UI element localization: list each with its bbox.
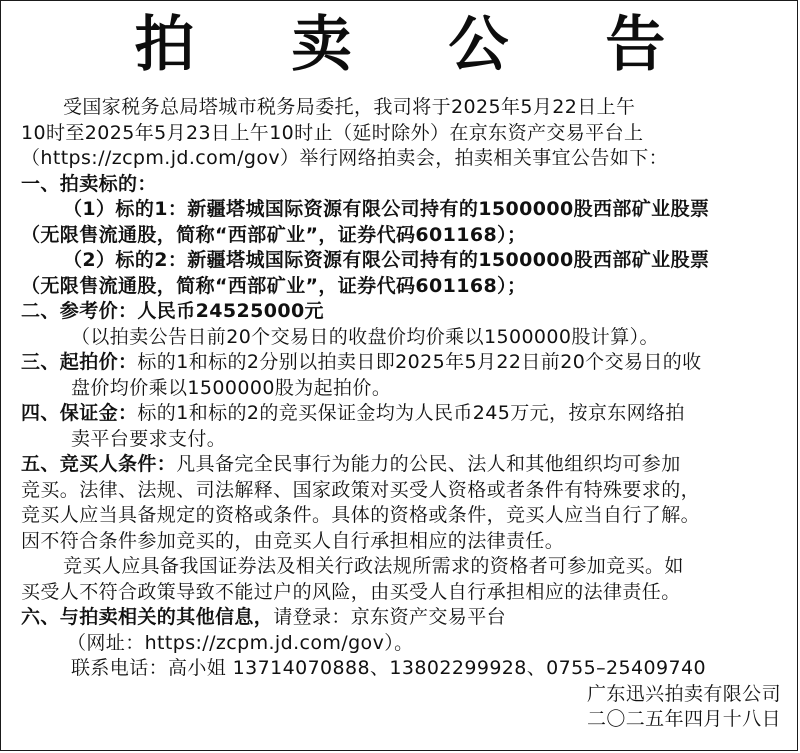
- deposit-text: 标的1和标的2的竞买保证金均为人民币245万元，按京东网络拍: [137, 402, 685, 424]
- reference-price-note: （以拍卖公告日前20个交易日的收盘价均价乘以1500000股计算）。: [71, 325, 659, 348]
- notice-date: 二〇二五年四月十八日: [586, 708, 781, 730]
- section-heading: 四、保证金：: [21, 402, 138, 424]
- website-line: （网址：https://zcpm.jd.com/gov）。: [67, 631, 414, 654]
- starting-price-line: [21, 350, 785, 376]
- bidder-conditions-cont: 竞买。法律、法规、司法解释、国家政策对买受人资格或者条件有特殊要求的，: [21, 478, 701, 501]
- auction-item-1: （1）标的1：新疆塔城国际资源有限公司持有的1500000股西部矿业股票: [63, 198, 710, 220]
- section-heading: 一、拍卖标的：: [21, 172, 157, 195]
- other-info-text: 请登录：京东资产交易平台: [273, 606, 507, 628]
- notice-title: 拍 卖 公 告: [134, 10, 704, 80]
- section-heading: 三、起拍价：: [21, 351, 138, 373]
- intro-line: 10时至2025年5月23日上午10时止（延时除外）在京东资产交易平台上: [21, 121, 644, 144]
- deposit-line: [21, 401, 785, 427]
- contact-phone: 联系电话：高小姐 13714070888、13802299928、0755–25409740: [71, 657, 706, 679]
- bidder-conditions-cont: 竞买人应当具备规定的资格或条件。具体的资格或条件，竞买人应当自行了解。: [21, 504, 701, 526]
- intro-line: （https://zcpm.jd.com/gov）举行网络拍卖会，拍卖相关事宜公告如下：: [21, 147, 669, 169]
- intro-line: 受国家税务总局塔城市税务局委托，我司将于2025年5月22日上午: [63, 96, 636, 118]
- auction-item-2-cont: （无限售流通股，简称“西部矿业”，证券代码601168）；: [21, 274, 527, 297]
- bidder-conditions-text: 凡具备完全民事行为能力的公民、法人和其他组织均可参加: [176, 453, 681, 475]
- section-heading: 六、与拍卖相关的其他信息，: [21, 606, 274, 628]
- starting-price-cont: 盘价均价乘以1500000股为起拍价。: [71, 376, 392, 399]
- auction-item-2: （2）标的2：新疆塔城国际资源有限公司持有的1500000股西部矿业股票: [63, 249, 710, 271]
- deposit-cont: 卖平台要求支付。: [71, 427, 227, 450]
- reference-price: 二、参考价：人民币24525000元: [21, 300, 324, 322]
- starting-price-text: 标的1和标的2分别以拍卖日即2025年5月22日前20个交易日的收: [137, 351, 702, 373]
- auction-item-1-cont: （无限售流通股，简称“西部矿业”，证券代码601168）；: [21, 223, 527, 246]
- bidder-conditions-cont: 因不符合条件参加竞买的，由竞买人自行承担相应的法律责任。: [21, 529, 565, 552]
- section-heading: 五、竞买人条件：: [21, 453, 177, 475]
- company-name: 广东迅兴拍卖有限公司: [586, 682, 781, 705]
- notice-body: [21, 95, 785, 733]
- other-info-line: [21, 605, 785, 631]
- bidder-qualification-cont: 买受人不符合政策导致不能过户的风险，由买受人自行承担相应的法律责任。: [21, 580, 681, 603]
- bidder-qualification: 竞买人应具备我国证券法及相关行政法规所需求的资格者可参加竞买。如: [63, 555, 684, 577]
- bidder-conditions-line: [21, 452, 785, 478]
